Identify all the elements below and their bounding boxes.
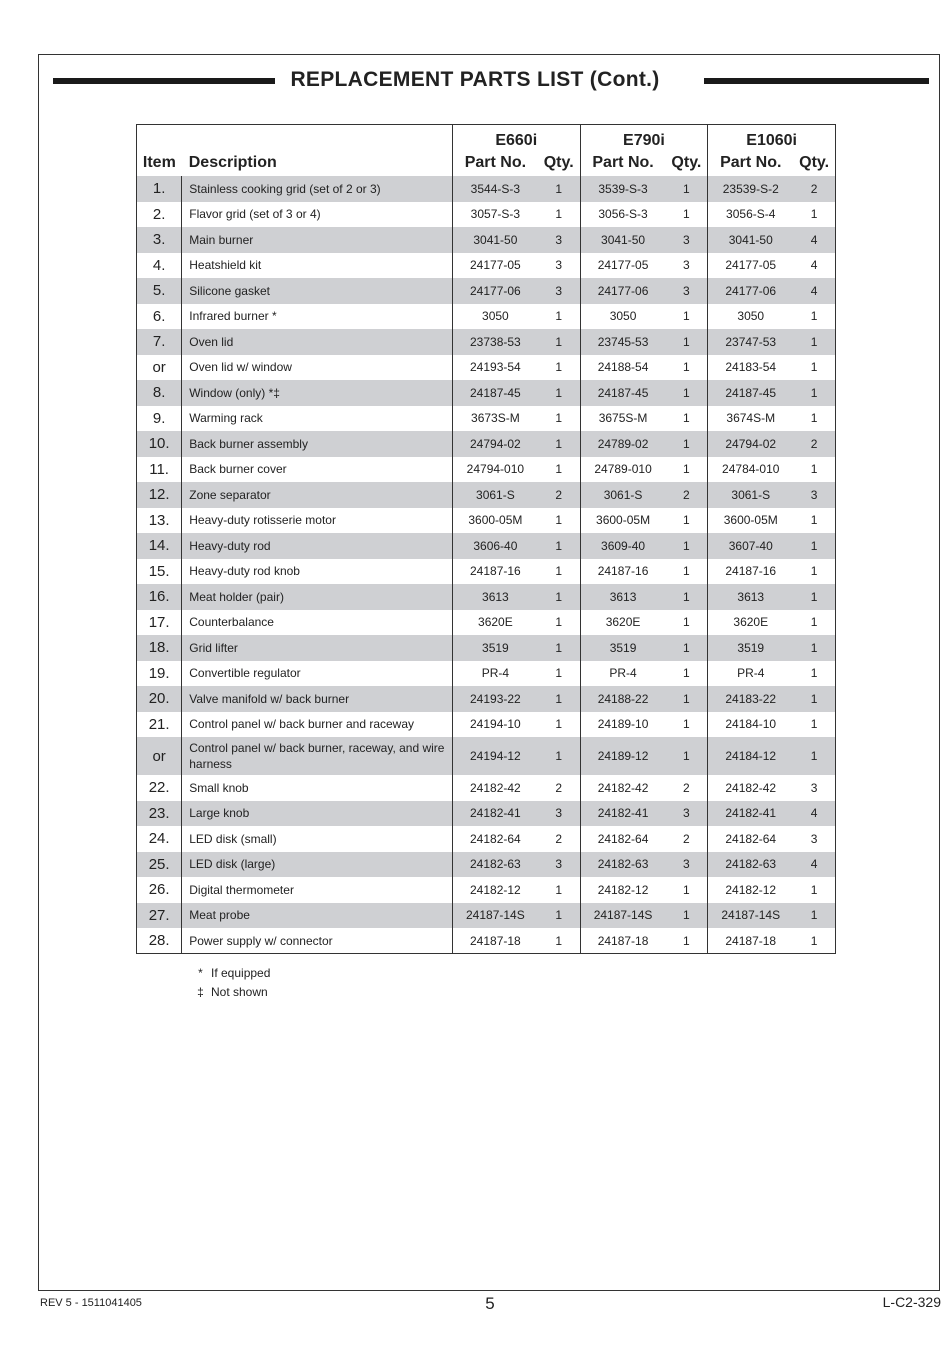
quantity: 1	[538, 903, 580, 929]
item-number: 14.	[137, 533, 182, 559]
part-description: Meat holder (pair)	[182, 584, 453, 610]
quantity: 1	[793, 584, 835, 610]
description-header: Description	[188, 154, 277, 171]
part-number: 24184-10	[725, 717, 777, 732]
quantity: 1	[793, 686, 835, 712]
quantity: 1	[666, 380, 708, 406]
quantity: 1	[810, 717, 818, 732]
part-number: 24182-42	[725, 780, 777, 795]
part-description: Digital thermometer	[182, 877, 453, 903]
item-number: 8.	[137, 380, 182, 406]
part-number: 24177-06	[452, 278, 537, 304]
table-row	[137, 801, 836, 827]
part-number: 23738-53	[452, 329, 537, 355]
part-description: Convertible regulator	[182, 661, 453, 687]
quantity: 1	[666, 202, 708, 228]
table-row	[137, 176, 836, 202]
quantity: 1	[538, 712, 580, 738]
table-row	[137, 355, 836, 381]
part-number: 24193-54	[452, 355, 537, 381]
quantity: 1	[666, 431, 708, 457]
part-description: Warming rack	[182, 406, 453, 432]
part-description: Oven lid	[182, 329, 453, 355]
page-title: REPLACEMENT PARTS LIST (Cont.)	[290, 68, 660, 91]
part-number: 24188-22	[580, 686, 665, 712]
table-row	[137, 775, 836, 801]
part-description: Control panel w/ back burner, raceway, and wire harness	[182, 737, 453, 775]
part-description: Counterbalance	[182, 610, 453, 636]
quantity: 1	[538, 533, 580, 559]
part-number: 24177-06	[580, 278, 665, 304]
part-number: 24187-45	[708, 380, 793, 406]
quantity: 1	[666, 533, 708, 559]
quantity: 1	[666, 406, 708, 432]
quantity: 1	[666, 928, 708, 954]
part-number: 3050	[737, 309, 765, 324]
item-number: 24.	[137, 826, 182, 852]
item-number: 6.	[137, 304, 182, 330]
part-number: 24182-41	[452, 801, 537, 827]
quantity: 1	[538, 610, 580, 636]
quantity: 1	[538, 508, 580, 534]
quantity: 2	[793, 176, 835, 202]
quantity: 1	[666, 610, 708, 636]
part-number: 3600-05M	[596, 513, 651, 528]
part-number: 3544-S-3	[452, 176, 537, 202]
item-number: or	[137, 355, 182, 381]
quantity: 1	[538, 329, 580, 355]
table-row	[137, 406, 836, 432]
part-number: 3061-S	[708, 482, 793, 508]
part-number: 24193-22	[452, 686, 537, 712]
footnote-text: If equipped	[211, 966, 271, 980]
quantity: 1	[810, 564, 818, 579]
part-number: 24184-12	[708, 737, 793, 775]
part-number: 3607-40	[708, 533, 793, 559]
part-number: 3613	[708, 584, 793, 610]
part-description: Flavor grid (set of 3 or 4)	[182, 202, 453, 228]
part-number: 3674S-M	[726, 411, 776, 426]
item-number: 22.	[137, 775, 182, 801]
quantity: 3	[538, 278, 580, 304]
part-description: Heavy-duty rod knob	[182, 559, 453, 585]
quantity: 3	[666, 852, 708, 878]
part-number: 3519	[452, 635, 537, 661]
part-number: 24187-45	[452, 380, 537, 406]
part-number: 3519	[708, 635, 793, 661]
part-number: 24188-54	[597, 360, 649, 375]
part-number: 3056-S-3	[598, 207, 648, 222]
model-header: E790i	[580, 125, 708, 151]
part-number: 24183-54	[725, 360, 777, 375]
part-number: 24187-14S	[452, 903, 537, 929]
part-description: Main burner	[182, 227, 453, 253]
part-number: 24182-64	[725, 831, 777, 846]
quantity: 1	[666, 508, 708, 534]
part-number: 24194-10	[452, 712, 537, 738]
part-number: 23745-53	[580, 329, 665, 355]
part-number: 24794-010	[452, 457, 537, 483]
table-row	[137, 278, 836, 304]
quantity: 1	[538, 928, 580, 954]
parts-table-body	[137, 176, 836, 954]
item-number: 3.	[137, 227, 182, 253]
item-number: 28.	[137, 928, 182, 954]
quantity: 1	[666, 877, 708, 903]
table-row	[137, 304, 836, 330]
quantity: 1	[810, 462, 818, 477]
part-number: 3041-50	[452, 227, 537, 253]
part-number: 3600-05M	[452, 508, 537, 534]
part-number: 24187-45	[580, 380, 665, 406]
item-header: Item	[142, 154, 176, 171]
part-number: 24189-10	[597, 717, 649, 732]
table-row	[137, 559, 836, 585]
part-description: Infrared burner *	[182, 304, 453, 330]
item-number: or	[137, 737, 182, 775]
part-number: 24187-16	[597, 564, 649, 579]
part-description: Heavy-duty rod	[182, 533, 453, 559]
part-number: 3606-40	[452, 533, 537, 559]
quantity: 3	[538, 227, 580, 253]
quantity: 1	[666, 559, 708, 585]
item-number: 20.	[137, 686, 182, 712]
part-number: 24187-16	[452, 559, 537, 585]
part-number: 3613	[580, 584, 665, 610]
quantity: 1	[666, 329, 708, 355]
part-description: Silicone gasket	[182, 278, 453, 304]
part-number: 24182-42	[597, 780, 649, 795]
part-number: 24183-22	[708, 686, 793, 712]
quantity: 1	[538, 380, 580, 406]
part-number: 24182-63	[580, 852, 665, 878]
part-number: 24182-12	[725, 882, 777, 897]
model-header: E660i	[452, 125, 580, 151]
item-number: 23.	[137, 801, 182, 827]
table-row	[137, 584, 836, 610]
quantity: 1	[810, 882, 818, 897]
table-row	[137, 826, 836, 852]
part-number: 24182-63	[452, 852, 537, 878]
quantity: 3	[666, 801, 708, 827]
quantity: 1	[538, 635, 580, 661]
part-number: 24794-02	[452, 431, 537, 457]
part-description: Stainless cooking grid (set of 2 or 3)	[182, 176, 453, 202]
quantity: 1	[538, 304, 580, 330]
quantity: 1	[810, 411, 818, 426]
part-no-header: Part No.	[580, 150, 665, 176]
part-number: 24182-41	[580, 801, 665, 827]
model-header: E1060i	[708, 125, 836, 151]
quantity: 3	[666, 278, 708, 304]
quantity: 1	[793, 533, 835, 559]
item-number: 5.	[137, 278, 182, 304]
quantity: 1	[538, 661, 580, 687]
table-row	[137, 431, 836, 457]
part-number: 24187-18	[725, 933, 777, 948]
quantity: 1	[666, 686, 708, 712]
part-number: 24177-06	[708, 278, 793, 304]
model-header-row	[137, 125, 836, 151]
part-number: 24187-14S	[580, 903, 665, 929]
part-number: 3673S-M	[452, 406, 537, 432]
item-number: 27.	[137, 903, 182, 929]
part-number: 3050	[452, 304, 537, 330]
quantity: 4	[793, 801, 835, 827]
quantity: 2	[666, 482, 708, 508]
item-number: 17.	[137, 610, 182, 636]
quantity: 2	[666, 826, 708, 852]
item-number: 4.	[137, 253, 182, 279]
part-number: 24182-12	[452, 877, 537, 903]
part-description: Large knob	[182, 801, 453, 827]
quantity: 1	[538, 176, 580, 202]
footnotes	[196, 964, 270, 1002]
item-number: 25.	[137, 852, 182, 878]
quantity: 4	[793, 852, 835, 878]
footnote-text: Not shown	[211, 985, 268, 999]
quantity: 1	[810, 615, 818, 630]
quantity: 4	[793, 227, 835, 253]
part-number: 23539-S-2	[708, 176, 793, 202]
quantity: 1	[793, 329, 835, 355]
table-row	[137, 329, 836, 355]
part-number: 24194-12	[452, 737, 537, 775]
parts-table	[136, 124, 836, 954]
part-number: 3600-05M	[723, 513, 778, 528]
quantity: 3	[538, 852, 580, 878]
part-number: 3609-40	[580, 533, 665, 559]
quantity: 1	[793, 635, 835, 661]
table-row	[137, 686, 836, 712]
document-code: L-C2-329	[882, 1294, 941, 1310]
item-number: 7.	[137, 329, 182, 355]
quantity: 1	[810, 666, 818, 681]
quantity: 3	[538, 253, 580, 279]
part-number: 24189-12	[580, 737, 665, 775]
quantity: 1	[666, 712, 708, 738]
part-description: Heatshield kit	[182, 253, 453, 279]
part-description: Zone separator	[182, 482, 453, 508]
item-number: 19.	[137, 661, 182, 687]
table-row	[137, 482, 836, 508]
quantity: 2	[666, 775, 708, 801]
part-number: 3056-S-4	[726, 207, 776, 222]
quantity: 1	[538, 559, 580, 585]
part-number: 24187-14S	[708, 903, 793, 929]
quantity: 1	[666, 457, 708, 483]
quantity: 1	[793, 737, 835, 775]
quantity: 1	[538, 877, 580, 903]
footnote	[196, 983, 270, 1002]
part-number: 3061-S	[580, 482, 665, 508]
quantity: 1	[538, 202, 580, 228]
quantity: 1	[666, 737, 708, 775]
part-description: Oven lid w/ window	[182, 355, 453, 381]
footnote	[196, 964, 270, 983]
part-number: 23747-53	[708, 329, 793, 355]
quantity: 1	[538, 584, 580, 610]
quantity: 1	[538, 406, 580, 432]
quantity: 1	[666, 304, 708, 330]
table-row	[137, 253, 836, 279]
quantity: 1	[538, 431, 580, 457]
table-row	[137, 533, 836, 559]
quantity: 1	[666, 903, 708, 929]
footnote-symbol: ‡	[197, 985, 204, 999]
item-number: 15.	[137, 559, 182, 585]
part-number: 24187-16	[725, 564, 777, 579]
quantity: 2	[538, 482, 580, 508]
quantity: 2	[538, 826, 580, 852]
quantity: 1	[666, 176, 708, 202]
quantity: 1	[538, 355, 580, 381]
part-description: Meat probe	[182, 903, 453, 929]
quantity: 3	[793, 482, 835, 508]
quantity: 1	[666, 584, 708, 610]
table-row	[137, 457, 836, 483]
table-row	[137, 852, 836, 878]
part-description: Grid lifter	[182, 635, 453, 661]
table-row	[137, 928, 836, 954]
item-number: 13.	[137, 508, 182, 534]
table-row	[137, 877, 836, 903]
quantity: 2	[793, 431, 835, 457]
part-number: 24789-02	[580, 431, 665, 457]
table-row	[137, 737, 836, 775]
quantity: 4	[793, 278, 835, 304]
part-description: Back burner cover	[182, 457, 453, 483]
table-row	[137, 202, 836, 228]
quantity: 1	[666, 661, 708, 687]
part-number: PR-4	[452, 661, 537, 687]
part-number: 24177-05	[725, 258, 777, 273]
page-number: 5	[485, 1294, 495, 1313]
item-number: 1.	[137, 176, 182, 202]
part-number: 3050	[609, 309, 637, 324]
item-number: 26.	[137, 877, 182, 903]
quantity: 1	[810, 360, 818, 375]
part-no-header: Part No.	[452, 150, 537, 176]
column-header-row	[137, 150, 836, 176]
part-number: 24182-63	[708, 852, 793, 878]
quantity: 1	[810, 513, 818, 528]
qty-header: Qty.	[671, 154, 702, 171]
part-description: Power supply w/ connector	[182, 928, 453, 954]
part-description: LED disk (small)	[182, 826, 453, 852]
part-number: PR-4	[737, 666, 765, 681]
quantity: 1	[666, 355, 708, 381]
quantity: 1	[538, 686, 580, 712]
quantity: 1	[666, 635, 708, 661]
part-number: 3057-S-3	[452, 202, 537, 228]
qty-header: Qty.	[799, 154, 830, 171]
quantity: 1	[793, 380, 835, 406]
part-number: 24182-64	[597, 831, 649, 846]
quantity: 1	[810, 309, 818, 324]
part-number: 24784-010	[722, 462, 780, 477]
table-row	[137, 635, 836, 661]
item-number: 9.	[137, 406, 182, 432]
quantity: 3	[538, 801, 580, 827]
quantity: 2	[538, 775, 580, 801]
part-number: 24177-05	[452, 253, 537, 279]
table-row	[137, 610, 836, 636]
quantity: 3	[810, 780, 818, 795]
table-row	[137, 227, 836, 253]
part-number: 3620E	[452, 610, 537, 636]
part-number: 3061-S	[452, 482, 537, 508]
part-number: 3620E	[605, 615, 641, 630]
quantity: 1	[793, 903, 835, 929]
revision-label: REV 5 - 1511041405	[40, 1297, 142, 1309]
part-number: 3539-S-3	[580, 176, 665, 202]
footnote-symbol: *	[198, 966, 203, 980]
quantity: 1	[810, 933, 818, 948]
quantity: 3	[666, 253, 708, 279]
item-number: 21.	[137, 712, 182, 738]
item-number: 2.	[137, 202, 182, 228]
quantity: 3	[666, 227, 708, 253]
part-description: LED disk (large)	[182, 852, 453, 878]
item-number: 11.	[137, 457, 182, 483]
part-number: 24177-05	[597, 258, 649, 273]
quantity: 1	[538, 457, 580, 483]
part-number: PR-4	[609, 666, 637, 681]
part-number: 3675S-M	[598, 411, 648, 426]
quantity: 4	[810, 258, 818, 273]
part-number: 24182-41	[708, 801, 793, 827]
part-number: 3613	[452, 584, 537, 610]
part-description: Control panel w/ back burner and raceway	[182, 712, 453, 738]
item-number: 16.	[137, 584, 182, 610]
part-number: 3041-50	[580, 227, 665, 253]
item-number: 12.	[137, 482, 182, 508]
part-description: Valve manifold w/ back burner	[182, 686, 453, 712]
table-row	[137, 712, 836, 738]
part-description: Heavy-duty rotisserie motor	[182, 508, 453, 534]
quantity: 1	[810, 207, 818, 222]
part-number: 24794-02	[708, 431, 793, 457]
table-row	[137, 380, 836, 406]
part-number: 3519	[580, 635, 665, 661]
table-row	[137, 661, 836, 687]
part-description: Back burner assembly	[182, 431, 453, 457]
part-number: 24182-42	[452, 775, 537, 801]
part-description: Window (only) *‡	[182, 380, 453, 406]
item-number: 10.	[137, 431, 182, 457]
part-number: 24182-12	[597, 882, 649, 897]
quantity: 1	[538, 737, 580, 775]
table-row	[137, 903, 836, 929]
part-no-header: Part No.	[708, 150, 793, 176]
table-row	[137, 508, 836, 534]
quantity: 3	[810, 831, 818, 846]
part-description: Small knob	[182, 775, 453, 801]
part-number: 24187-18	[452, 928, 537, 954]
part-number: 3620E	[733, 615, 769, 630]
item-number: 18.	[137, 635, 182, 661]
qty-header: Qty.	[543, 154, 574, 171]
part-number: 3041-50	[708, 227, 793, 253]
part-number: 24789-010	[594, 462, 652, 477]
part-number: 24182-64	[452, 826, 537, 852]
part-number: 24187-18	[597, 933, 649, 948]
